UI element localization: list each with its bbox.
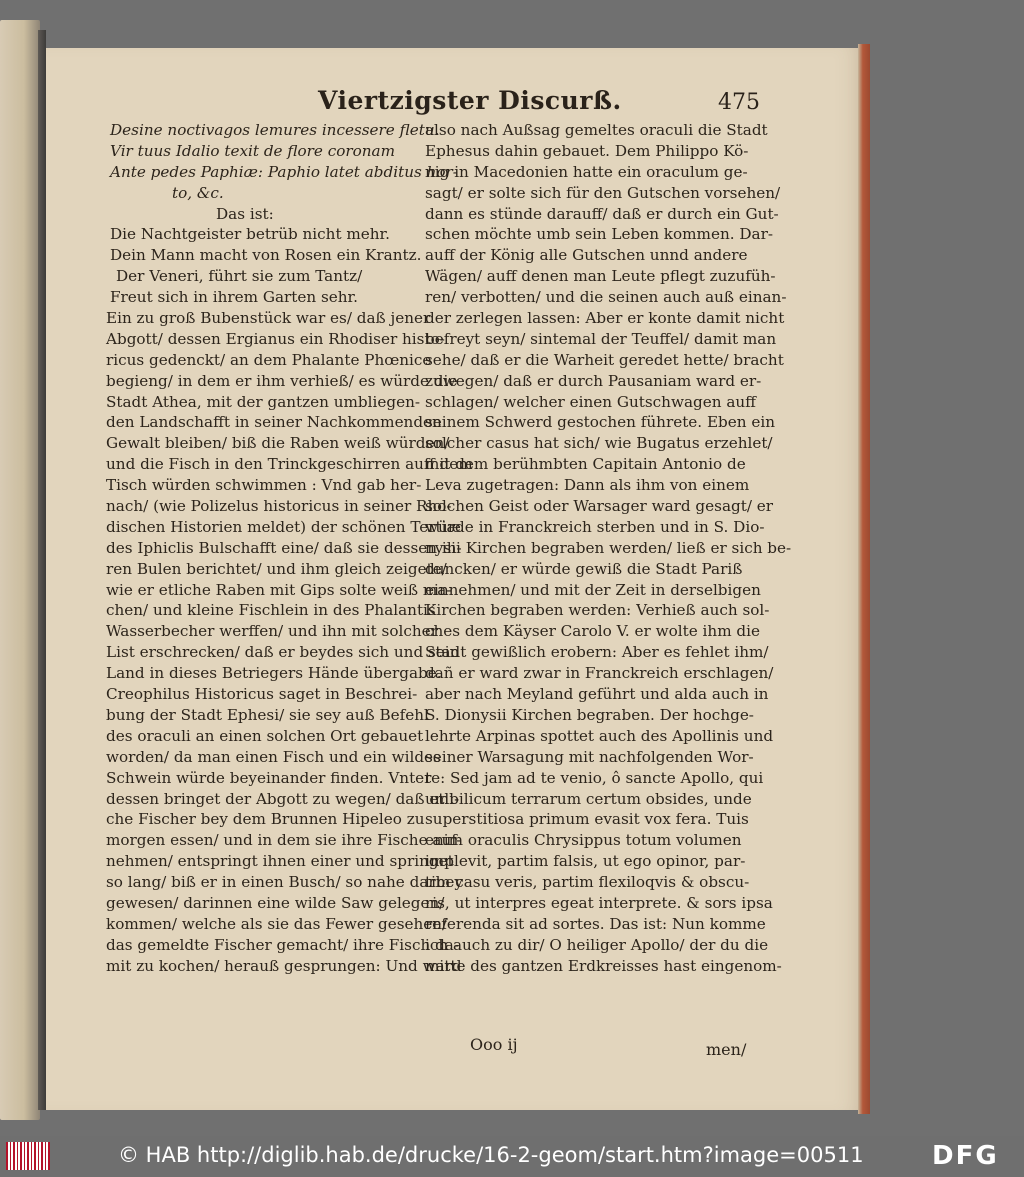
footer-credit-link[interactable]: © HAB http://diglib.hab.de/drucke/16-2-geom/start.htm?image=00511	[118, 1143, 864, 1167]
text-line: kommen/ welche als sie das Fewer gesehen/	[106, 914, 448, 933]
text-line: ches dem Käyser Carolo V. er wolte ihm die	[425, 622, 760, 641]
text-line: ren/ verbotten/ und die seinen auch auß einan-	[425, 288, 787, 307]
text-line: und die Fisch in den Trinckgeschirren auff dem	[106, 455, 473, 474]
text-line: aber nach Meyland geführt und alda auch in	[425, 685, 769, 704]
text-line: also nach Außsag gemeltes oraculi die Stadt	[425, 121, 768, 139]
text-line: Kirchen begraben werden: Verhieß auch sol-	[425, 601, 770, 620]
text-line: mitte des gantzen Erdkreisses hast eingenom-	[425, 956, 782, 975]
text-line: dann es stünde darauff/ daß er durch ein Gut-	[425, 204, 779, 223]
book-gutter	[38, 30, 46, 1110]
text-line: mit zu kochen/ herauß gesprungen: Und ward	[106, 956, 462, 975]
text-line: der zerlegen lassen: Aber er konte damit nicht	[425, 309, 785, 328]
text-line: duncken/ er würde gewiß die Stadt Pariß	[425, 559, 743, 578]
text-line: Wägen/ auff denen man Leute pflegt zuzufüh-	[425, 267, 776, 286]
text-line: Der Veneri, führt sie zum Tantz/	[116, 267, 363, 286]
text-line: Das ist:	[216, 204, 274, 223]
text-line: den Landschafft in seiner Nachkommenden	[106, 413, 442, 432]
text-line: ich auch zu dir/ O heiliger Apollo/ der du die	[425, 935, 769, 954]
text-line: nig in Macedonien hatte ein oraculum ge-	[425, 162, 748, 181]
text-line: Freut sich in ihrem Garten sehr.	[110, 288, 358, 307]
text-line: seinem Schwerd gestochen führete. Eben ein	[425, 413, 775, 432]
text-line: begieng/ in dem er ihm verhieß/ es würde die	[106, 371, 458, 390]
text-line: seiner Warsagung mit nachfolgenden Wor-	[425, 747, 754, 766]
hab-logo-icon	[6, 1142, 50, 1170]
text-line: implevit, partim falsis, ut ego opinor, par-	[425, 852, 746, 871]
text-line: S. Dionysii Kirchen begraben. Der hochge-	[425, 705, 754, 724]
text-line: Land in dieses Betriegers Hände übergabe.	[106, 664, 442, 683]
text-line: nach/ (wie Polizelus historicus in seiner Rho-	[106, 497, 452, 516]
text-line: Die Nachtgeister betrüb nicht mehr.	[110, 225, 390, 244]
text-line: chen/ und kleine Fischlein in des Phalantis	[106, 601, 436, 620]
text-line: Stadt Athea, mit der gantzen umbliegen-	[106, 392, 420, 411]
text-line: sehe/ daß er die Warheit geredet hette/ bracht	[425, 350, 784, 369]
text-line: bung der Stadt Ephesi/ sie sey auß Befehl	[106, 705, 429, 724]
text-line: schen möchte umb sein Leben kommen. Dar-	[425, 225, 773, 244]
text-line: referenda sit ad sortes. Das ist: Nun komme	[425, 914, 766, 933]
text-line: morgen essen/ und in dem sie ihre Fische auf-	[106, 831, 462, 850]
text-line: Ein zu groß Bubenstück war es/ daß jener	[106, 309, 431, 328]
text-line: schlagen/ welcher einen Gutschwagen auff	[425, 392, 756, 411]
text-line: Abgott/ dessen Ergianus ein Rhodiser histo-	[106, 329, 445, 348]
page-fore-edge	[858, 44, 870, 1114]
text-line: zuwegen/ daß er durch Pausaniam ward er-	[425, 371, 762, 390]
text-line: wie er etliche Raben mit Gips solte weiß ma-	[106, 580, 452, 599]
text-line: che Fischer bey dem Brunnen Hipeleo zu	[106, 810, 425, 829]
text-line: Schwein würde beyeinander finden. Vnter	[106, 768, 432, 787]
text-line: auff der König alle Gutschen unnd andere	[425, 246, 748, 265]
text-line: das gemeldte Fischer gemacht/ ihre Fisch da-	[106, 935, 459, 954]
running-title: Viertzigster Discurß.	[318, 86, 622, 115]
text-line: Vir tuus Idalio texit de flore coronam	[110, 141, 396, 160]
text-line: Leva zugetragen: Dann als ihm von einem	[425, 476, 750, 495]
text-line: Creophilus Historicus saget in Beschrei-	[106, 685, 418, 704]
text-line: Desine noctivagos lemures incessere fletu.	[110, 121, 440, 139]
text-line: ricus gedenckt/ an dem Phalante Phœnice	[106, 350, 432, 369]
text-column-left	[106, 120, 473, 977]
text-line: des oraculi an einen solchen Ort gebauet	[106, 726, 424, 745]
text-line: würde in Franckreich sterben und in S. Dio-	[425, 517, 765, 536]
text-line: solcher casus hat sich/ wie Bugatus erzehlet/	[425, 434, 773, 453]
text-column-right	[425, 120, 792, 977]
text-line: enim oraculis Chrysippus totum volumen	[425, 831, 742, 850]
text-line: Wasserbecher werffen/ und ihn mit solcher	[106, 622, 438, 641]
text-line: Gewalt bleiben/ biß die Raben weiß würden/	[106, 434, 450, 453]
text-line: so lang/ biß er in einen Busch/ so nahe darbey	[106, 873, 463, 892]
text-line: Tisch würden schwimmen : Vnd gab her-	[106, 476, 422, 495]
text-line: gewesen/ darinnen eine wilde Saw gelegen/	[106, 893, 445, 912]
page-number: 475	[718, 90, 760, 115]
text-line: dischen Historien meldet) der schönen Tertiæ	[106, 517, 461, 536]
catchword: men/	[706, 1040, 747, 1059]
text-line: umbilicum terrarum certum obsides, unde	[425, 789, 752, 808]
page-header	[266, 86, 806, 116]
text-line: Dein Mann macht von Rosen ein Krantz.	[110, 246, 422, 265]
text-line: dessen bringet der Abgott zu wegen/ daß etli-	[106, 789, 460, 808]
text-line: tim casu veris, partim flexiloqvis & obscu-	[425, 873, 750, 892]
text-line: solchen Geist oder Warsager ward gesagt/ er	[425, 497, 774, 516]
text-line: dañ er ward zwar in Franckreich erschlagen/	[425, 664, 774, 683]
signature-mark: Ooo ij	[470, 1035, 518, 1054]
text-line: lehrte Arpinas spottet auch des Apollinis und	[425, 726, 774, 745]
text-line: nehmen/ entspringt ihnen einer und springet	[106, 852, 454, 871]
text-line: befreyt seyn/ sintemal der Teuffel/ damit man	[425, 329, 777, 348]
text-line: List erschrecken/ daß er beydes sich und sein	[106, 643, 460, 662]
text-line: des Iphiclis Bulschafft eine/ daß sie dessen ih-	[106, 538, 462, 557]
text-line: te: Sed jam ad te venio, ô sancte Apollo, qui	[425, 768, 764, 787]
text-line: ren Bulen berichtet/ und ihm gleich zeigete/	[106, 559, 447, 578]
text-line: einnehmen/ und mit der Zeit in derselbigen	[425, 580, 761, 599]
text-line: sagt/ er solte sich für den Gutschen vorsehen/	[425, 183, 781, 202]
text-line: ris, ut interpres egeat interprete. & sors ipsa	[425, 893, 773, 912]
text-line: nysii Kirchen begraben werden/ ließ er sich be-	[425, 538, 792, 557]
text-line: superstitiosa primum evasit vox fera. Tuis	[425, 810, 749, 829]
text-line: to, &c.	[172, 183, 224, 202]
text-line: worden/ da man einen Fisch und ein wildes	[106, 747, 441, 766]
text-line: Ephesus dahin gebauet. Dem Philippo Kö-	[425, 141, 749, 160]
footer-bar	[0, 1136, 1024, 1177]
text-line: Stadt gewißlich erobern: Aber es fehlet ihm/	[425, 643, 769, 662]
text-line: Ante pedes Paphiæ: Paphio latet abditus hor-	[110, 162, 458, 181]
facing-page-edge	[0, 20, 40, 1120]
text-line: mit dem berühmbten Capitain Antonio de	[425, 455, 746, 474]
dfg-logo: DFG	[932, 1141, 999, 1171]
